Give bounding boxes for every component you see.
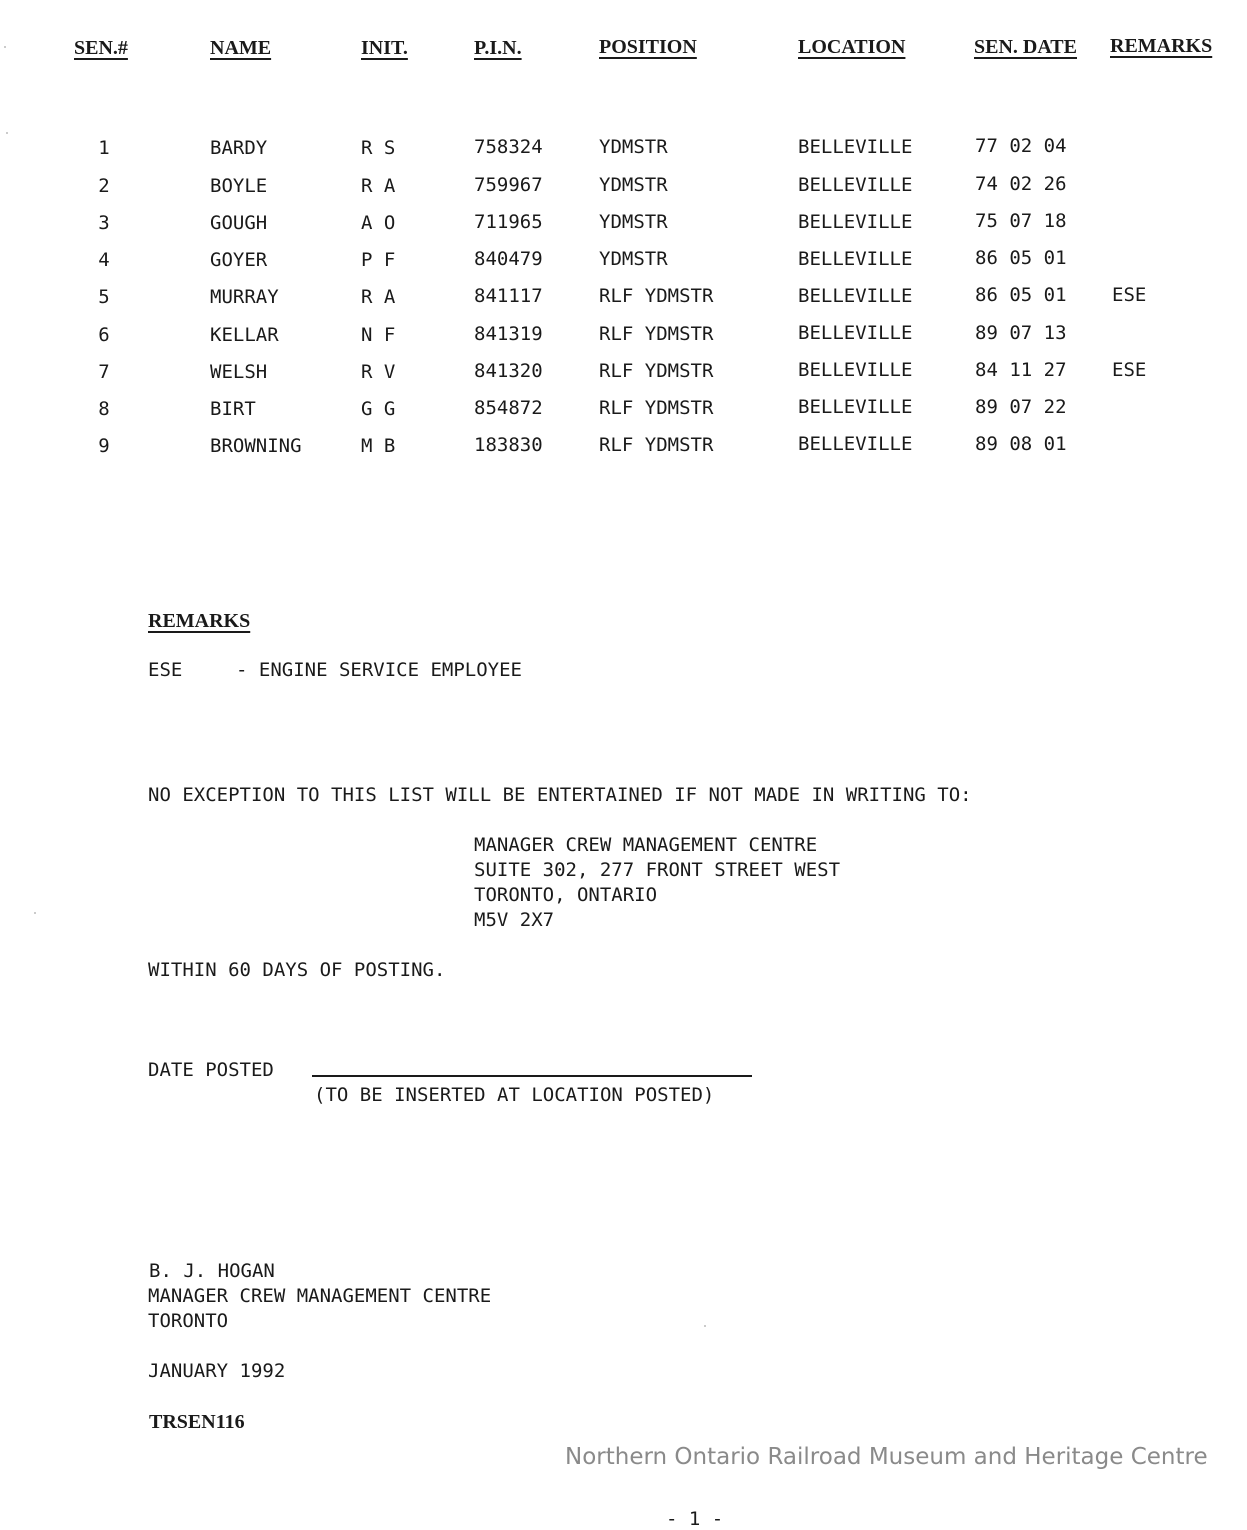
cell-position: RLF YDMSTR xyxy=(599,360,714,382)
scan-speck xyxy=(6,132,8,134)
cell-location: BELLEVILLE xyxy=(798,136,913,158)
cell-sen: 4 xyxy=(98,249,110,271)
cell-location: BELLEVILLE xyxy=(798,174,913,196)
cell-location: BELLEVILLE xyxy=(798,433,913,455)
cell-name: BARDY xyxy=(210,137,268,159)
scan-speck xyxy=(34,912,36,914)
cell-sen-date: 89 08 01 xyxy=(975,433,1067,455)
cell-remarks: ESE xyxy=(1112,284,1147,306)
cell-pin: 758324 xyxy=(474,136,543,158)
cell-pin: 854872 xyxy=(474,397,543,419)
cell-position: RLF YDMSTR xyxy=(599,397,714,419)
signer-title: MANAGER CREW MANAGEMENT CENTRE xyxy=(148,1285,492,1307)
cell-name: MURRAY xyxy=(210,286,279,308)
header-remarks: REMARKS xyxy=(1110,35,1213,57)
cell-sen: 8 xyxy=(98,398,110,420)
header-position: POSITION xyxy=(599,36,697,58)
cell-sen-date: 86 05 01 xyxy=(975,284,1067,306)
cell-location: BELLEVILLE xyxy=(798,248,913,270)
cell-position: RLF YDMSTR xyxy=(599,285,714,307)
cell-location: BELLEVILLE xyxy=(798,396,913,418)
cell-location: BELLEVILLE xyxy=(798,359,913,381)
cell-sen-date: 86 05 01 xyxy=(975,247,1067,269)
cell-sen-date: 89 07 22 xyxy=(975,396,1067,418)
date-posted-line xyxy=(312,1075,752,1077)
cell-init: R A xyxy=(361,175,396,197)
cell-name: WELSH xyxy=(210,361,268,383)
cell-position: RLF YDMSTR xyxy=(599,323,714,345)
cell-sen: 5 xyxy=(98,286,110,308)
scan-speck xyxy=(4,46,6,48)
cell-name: BROWNING xyxy=(210,435,302,457)
cell-pin: 183830 xyxy=(474,434,543,456)
cell-sen: 7 xyxy=(98,361,110,383)
cell-sen: 2 xyxy=(98,175,110,197)
cell-sen-date: 77 02 04 xyxy=(975,135,1067,157)
cell-pin: 759967 xyxy=(474,174,543,196)
cell-remarks: ESE xyxy=(1112,359,1147,381)
document-code: TRSEN116 xyxy=(149,1411,245,1433)
cell-location: BELLEVILLE xyxy=(798,285,913,307)
cell-pin: 841319 xyxy=(474,323,543,345)
cell-sen-date: 74 02 26 xyxy=(975,173,1067,195)
cell-pin: 711965 xyxy=(474,211,543,233)
cell-init: R V xyxy=(361,361,396,383)
cell-name: BIRT xyxy=(210,398,256,420)
signer-city: TORONTO xyxy=(148,1310,229,1332)
notice-deadline: WITHIN 60 DAYS OF POSTING. xyxy=(148,959,446,981)
remarks-definition: - ENGINE SERVICE EMPLOYEE xyxy=(236,659,522,681)
cell-pin: 840479 xyxy=(474,248,543,270)
header-location: LOCATION xyxy=(798,36,906,58)
notice-line: NO EXCEPTION TO THIS LIST WILL BE ENTERTAINED IF NOT MADE IN WRITING TO: xyxy=(148,784,972,806)
cell-name: GOYER xyxy=(210,249,268,271)
cell-position: YDMSTR xyxy=(599,248,668,270)
address-line: SUITE 302, 277 FRONT STREET WEST xyxy=(474,859,841,881)
remarks-code: ESE xyxy=(148,659,183,681)
cell-pin: 841320 xyxy=(474,360,543,382)
cell-init: G G xyxy=(361,398,396,420)
header-init: INIT. xyxy=(361,37,408,59)
cell-name: KELLAR xyxy=(210,324,279,346)
cell-sen: 9 xyxy=(98,435,110,457)
cell-sen-date: 75 07 18 xyxy=(975,210,1067,232)
header-sen: SEN.# xyxy=(74,37,128,59)
cell-sen-date: 89 07 13 xyxy=(975,322,1067,344)
document-date: JANUARY 1992 xyxy=(148,1360,286,1382)
cell-position: RLF YDMSTR xyxy=(599,434,714,456)
remarks-heading: REMARKS xyxy=(148,610,251,632)
cell-position: YDMSTR xyxy=(599,174,668,196)
address-line: TORONTO, ONTARIO xyxy=(474,884,658,906)
cell-sen: 1 xyxy=(98,137,110,159)
date-posted-note: (TO BE INSERTED AT LOCATION POSTED) xyxy=(314,1084,715,1106)
cell-init: A O xyxy=(361,212,396,234)
cell-init: M B xyxy=(361,435,396,457)
cell-sen: 6 xyxy=(98,324,110,346)
cell-init: R A xyxy=(361,286,396,308)
cell-pin: 841117 xyxy=(474,285,543,307)
header-name: NAME xyxy=(210,37,272,59)
cell-init: P F xyxy=(361,249,396,271)
cell-sen: 3 xyxy=(98,212,110,234)
scan-speck xyxy=(704,1325,706,1327)
date-posted-label: DATE POSTED xyxy=(148,1059,274,1081)
cell-init: N F xyxy=(361,324,396,346)
cell-position: YDMSTR xyxy=(599,136,668,158)
signer-name: B. J. HOGAN xyxy=(149,1260,275,1282)
cell-sen-date: 84 11 27 xyxy=(975,359,1067,381)
museum-watermark: Northern Ontario Railroad Museum and Heritage Centre xyxy=(565,1444,1208,1470)
cell-location: BELLEVILLE xyxy=(798,211,913,233)
cell-name: GOUGH xyxy=(210,212,268,234)
address-line: M5V 2X7 xyxy=(474,909,555,931)
cell-name: BOYLE xyxy=(210,175,268,197)
cell-location: BELLEVILLE xyxy=(798,322,913,344)
cell-position: YDMSTR xyxy=(599,211,668,233)
cell-init: R S xyxy=(361,137,396,159)
header-sen-date: SEN. DATE xyxy=(974,36,1077,58)
page-number: - 1 - xyxy=(666,1508,724,1530)
address-line: MANAGER CREW MANAGEMENT CENTRE xyxy=(474,834,818,856)
header-pin: P.I.N. xyxy=(474,37,522,59)
